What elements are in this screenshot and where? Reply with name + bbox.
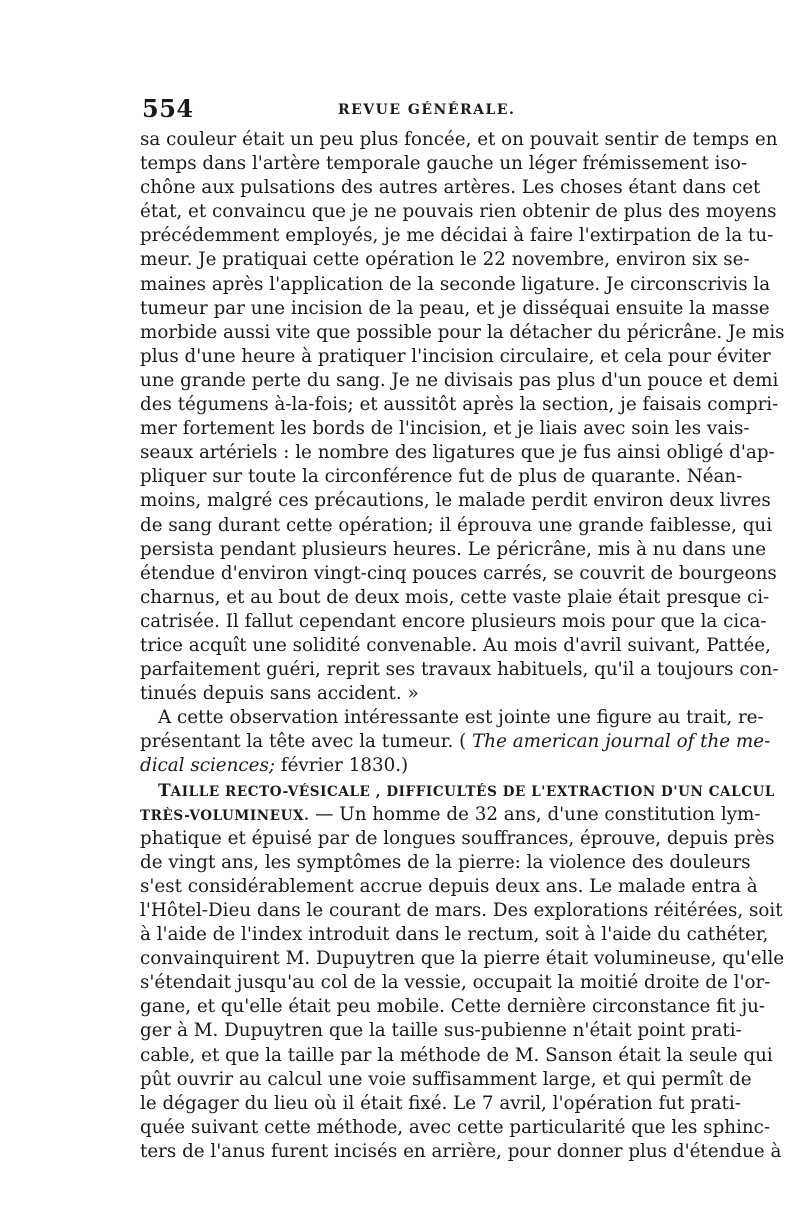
quoted-observation (140, 128, 785, 706)
text-line: une grande perte du sang. Je ne divisais pas plus d'un pouce et demi (140, 369, 779, 391)
running-title: REVUE GÉNÉRALE. (338, 102, 516, 118)
text-line: convainquirent M. Dupuytren que la pierre était volumineuse, qu'elle (140, 948, 785, 970)
text-line: cable, et que la taille par la méthode de M. Sanson était la seule qui (140, 1044, 773, 1066)
text-line: plus d'une heure à pratiquer l'incision circulaire, et cela pour éviter (140, 345, 771, 367)
text-line: maines après l'application de la seconde ligature. Je circonscrivis la (140, 273, 771, 295)
text-line: pliquer sur toute la circonférence fut de plus de quarante. Néan- (140, 466, 743, 488)
page-number: 554 (142, 94, 194, 123)
text-line: catrisée. Il fallut cependant encore plusieurs mois pour que la cica- (140, 610, 767, 632)
case-heading-line (140, 803, 761, 827)
text-line: chône aux pulsations des autres artères. Les choses étant dans cet (140, 177, 761, 199)
figure-note-line (140, 754, 662, 778)
text-line: meur. Je pratiquai cette opération le 22 novembre, environ six se- (140, 249, 750, 271)
text-line: des tégumens à-la-fois; et aussitôt après la section, je faisais compri- (140, 394, 779, 416)
text-line: l'Hôtel-Dieu dans le courant de mars. Des explorations réitérées, soit (140, 900, 783, 921)
text-line: tumeur par une incision de la peau, et je disséquai ensuite la masse (140, 297, 770, 319)
text-line: gane, et qu'elle était peu mobile. Cette dernière circonstance fit ju- (140, 996, 766, 1018)
case-heading-text: TRÈS-VOLUMINEUX. (140, 807, 310, 824)
text-line: phatique et épuisé par de longues souffrances, éprouve, depuis près (140, 827, 775, 849)
text-line: temps dans l'artère temporale gauche un léger frémissement iso- (140, 153, 748, 175)
text-line: tinués depuis sans accident. » (140, 683, 419, 705)
text-line: ters de l'anus furent incisés en arrière, pour donner plus d'étendue à (140, 1140, 782, 1162)
figure-note-text: présentant la tête avec la tumeur. ( (140, 731, 473, 753)
case-heading (140, 779, 776, 803)
text-line: s'étendait jusqu'au col de la vessie, occupait la moitié droite de l'or- (140, 972, 771, 994)
page-body (140, 128, 785, 1164)
text-line: morbide aussi vite que possible pour la détacher du péricrâne. Je mis (140, 321, 785, 343)
case-body (140, 827, 785, 1164)
running-head (140, 94, 656, 128)
text-line: quée suivant cette méthode, avec cette particularité que les sphinc- (140, 1116, 771, 1138)
text-line: mer fortement les bords de l'incision, et je liais avec soin les vais- (140, 418, 750, 440)
text-line: persista pendant plusieurs heures. Le péricrâne, mis à nu dans une (140, 538, 767, 560)
text-line: le dégager du lieu où il était fixé. Le 7 avril, l'opération fut prati- (140, 1092, 741, 1114)
text-line: s'est considérablement accrue depuis deux ans. Le malade entra à (140, 875, 758, 897)
text-line: sa couleur était un peu plus foncée, et on pouvait sentir de temps en (140, 129, 778, 150)
figure-note-line: A cette observation intéressante est jointe une figure au trait, re- (158, 707, 764, 729)
text-line: à l'aide de l'index introduit dans le rectum, soit à l'aide du cathéter, (140, 924, 769, 946)
journal-title: dical sciences; (140, 755, 276, 777)
case-heading-initial: T (158, 780, 171, 801)
publication-date: février 1830.) (275, 755, 409, 777)
case-heading-text: AILLE RECTO-VÉSICALE , DIFFICULTÉS DE L'EXTRACTION D'UN CALCUL (170, 783, 776, 800)
journal-title: The american journal of the me- (472, 731, 771, 753)
text-line: ger à M. Dupuytren que la taille sus-pubienne n'était point prati- (140, 1020, 742, 1042)
text-line: trice acquît une solidité convenable. Au mois d'avril suivant, Pattée, (140, 634, 771, 656)
figure-note-line (140, 730, 771, 754)
text-line: moins, malgré ces précautions, le malade perdit environ deux livres (140, 490, 771, 512)
text-line: de vingt ans, les symptômes de la pierre: la violence des douleurs (140, 851, 751, 873)
case-text: — Un homme de 32 ans, d'une constitution lym- (309, 803, 761, 825)
text-line: étendue d'environ vingt-cinq pouces carrés, se couvrit de bourgeons (140, 562, 777, 584)
text-line: pût ouvrir au calcul une voie suffisamment large, et qui permît de (140, 1068, 752, 1090)
text-line: parfaitement guéri, reprit ses travaux habituels, qu'il a toujours con- (140, 659, 779, 681)
text-line: précédemment employés, je me décidai à faire l'extirpation de la tu- (140, 225, 774, 247)
text-line: état, et convaincu que je ne pouvais rien obtenir de plus des moyens (140, 201, 777, 223)
text-line: seaux artériels : le nombre des ligatures que je fus ainsi obligé d'ap- (140, 442, 775, 464)
text-line: de sang durant cette opération; il éprouva une grande faiblesse, qui (140, 514, 773, 536)
text-line: charnus, et au bout de deux mois, cette vaste plaie était presque ci- (140, 586, 770, 608)
